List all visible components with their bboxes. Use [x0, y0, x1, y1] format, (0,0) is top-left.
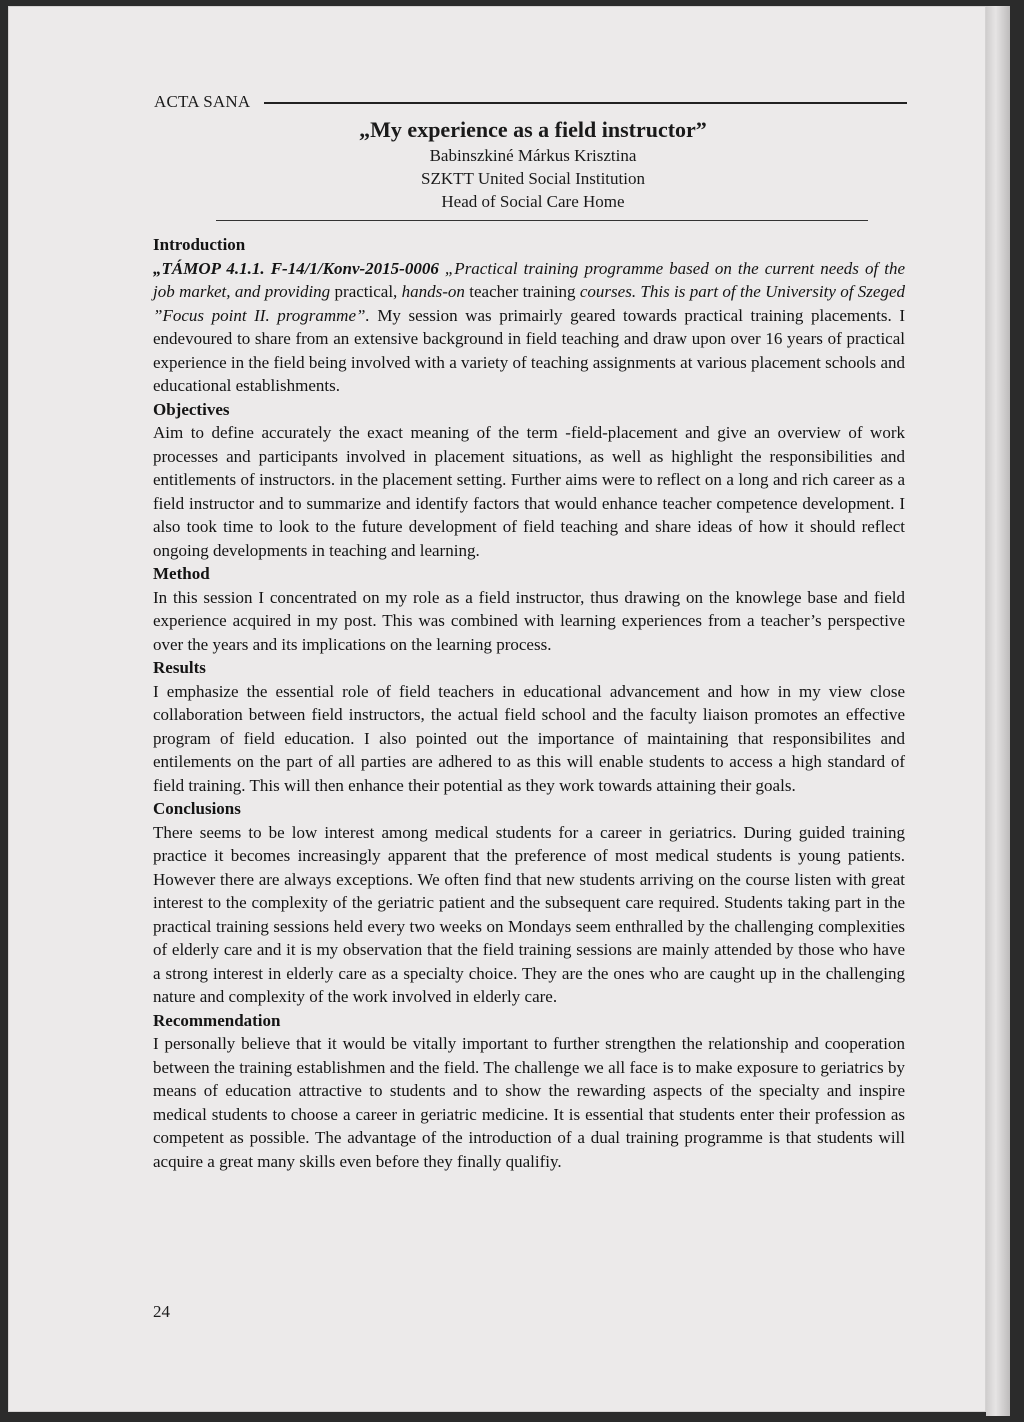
- section-text-objectives: Aim to define accurately the exact meaning of the term -field-placement and give an overview of work processes and participants involved in placement situations, as well as highlight the responsibilities and entitlements of instructors. in the placement setting. Further aims were to reflect on a long and rich career as a field instructor and to summarize and identify factors that would enhance teacher competence development. I also took time to look to the future development of field teaching and share ideas of how it should reflect ongoing developments in teaching and learning.: [153, 423, 905, 560]
- intro-italic-1: „Practical training programme based on the current needs of the job market, and providing: [153, 258, 905, 301]
- author-position: Head of Social Care Home: [441, 192, 625, 211]
- section-heading-conclusions: Conclusions: [153, 799, 241, 818]
- section-text-method: In this session I concentrated on my role as a field instructor, thus drawing on the knowlege base and field experience acquired in my post. This was combined with learning experiences from a teacher’s perspective over the years and its implications on the learning process.: [153, 587, 905, 654]
- author-name: Babinszkiné Márkus Krisztina: [429, 146, 637, 165]
- section-heading-introduction: Introduction: [153, 235, 246, 254]
- section-text-introduction: [153, 257, 905, 398]
- section-heading-recommendation: Recommendation: [153, 1010, 281, 1030]
- section-text-recommendation: I personally believe that it would be vitally important to further strengthen the relationship and cooperation between the training establishmen and the field. The challenge we all face is to make exposure to geriatrics by means of education attractive to students and to show the rewarding aspects of the specialty and inspire medical students to choose a career in geriatric medicine. It is essential that students enter their profession as competent as possible. The advantage of the introduction of a dual training programme is that students will acquire a great many skills even before they finally qualifiy.: [153, 1034, 905, 1171]
- section-text-results: I emphasize the essential role of field teachers in educational advancement and how in my view close collaboration between field instructors, the actual field school and the faculty liaison promotes an effective program of field education. I also pointed out the importance of maintaining that responsibilites and entilements on the part of all parties are adhered to as this will enable students to access a high standard of field training. This will then enhance their potential as they work towards attaining their goals.: [153, 681, 905, 795]
- running-header: [146, 90, 907, 114]
- article-title: „My experience as a field instructor”: [359, 117, 707, 142]
- author-institution: SZKTT United Social Institution: [421, 169, 645, 188]
- section-heading-results: Results: [153, 658, 206, 677]
- header-rule: [264, 102, 907, 104]
- intro-plain-3: My session was primairly geared towards practical training placements. I endevoured to share from an extensive background in field teaching and draw upon over 16 years of practical experience in the field being involved with a variety of teaching assignments at various placement schools and educational establishments.: [153, 305, 905, 395]
- intro-italic-3: courses. This is part of the University of Szeged ”Focus point II. programme”.: [153, 282, 906, 325]
- title-rule: [216, 220, 868, 221]
- page-number: 24: [153, 1302, 170, 1321]
- section-heading-objectives: Objectives: [153, 399, 230, 419]
- document-page: [8, 6, 986, 1412]
- title-block: [268, 116, 798, 213]
- section-heading-method: Method: [153, 564, 210, 583]
- section-text-conclusions: There seems to be low interest among medical students for a career in geriatrics. During guided training practice it becomes increasingly apparent that the preference of most medical students is young patients. However there are always exceptions. We often find that new students arriving on the course listen with great interest to the complexity of the geriatric patient and the subsequent care required. Students taking part in the practical training sessions held every two weeks on Mondays seem enthralled by the challenging complexities of elderly care and it is my observation that the field training sessions are mainly attended by those who have a strong interest in elderly care as a specialty choice. They are the ones who are caught up in the challenging nature and complexity of the work involved in elderly care.: [153, 822, 905, 1006]
- intro-plain-2: teacher training: [464, 282, 580, 301]
- journal-name: ACTA SANA: [154, 92, 251, 111]
- intro-plain-1: practical,: [330, 282, 402, 301]
- page-edge: [986, 6, 1010, 1416]
- project-code: „TÁMOP 4.1.1. F-14/1/Konv-2015-0006: [153, 258, 439, 278]
- article-body: [153, 233, 905, 1173]
- intro-italic-2: hands-on: [401, 282, 465, 301]
